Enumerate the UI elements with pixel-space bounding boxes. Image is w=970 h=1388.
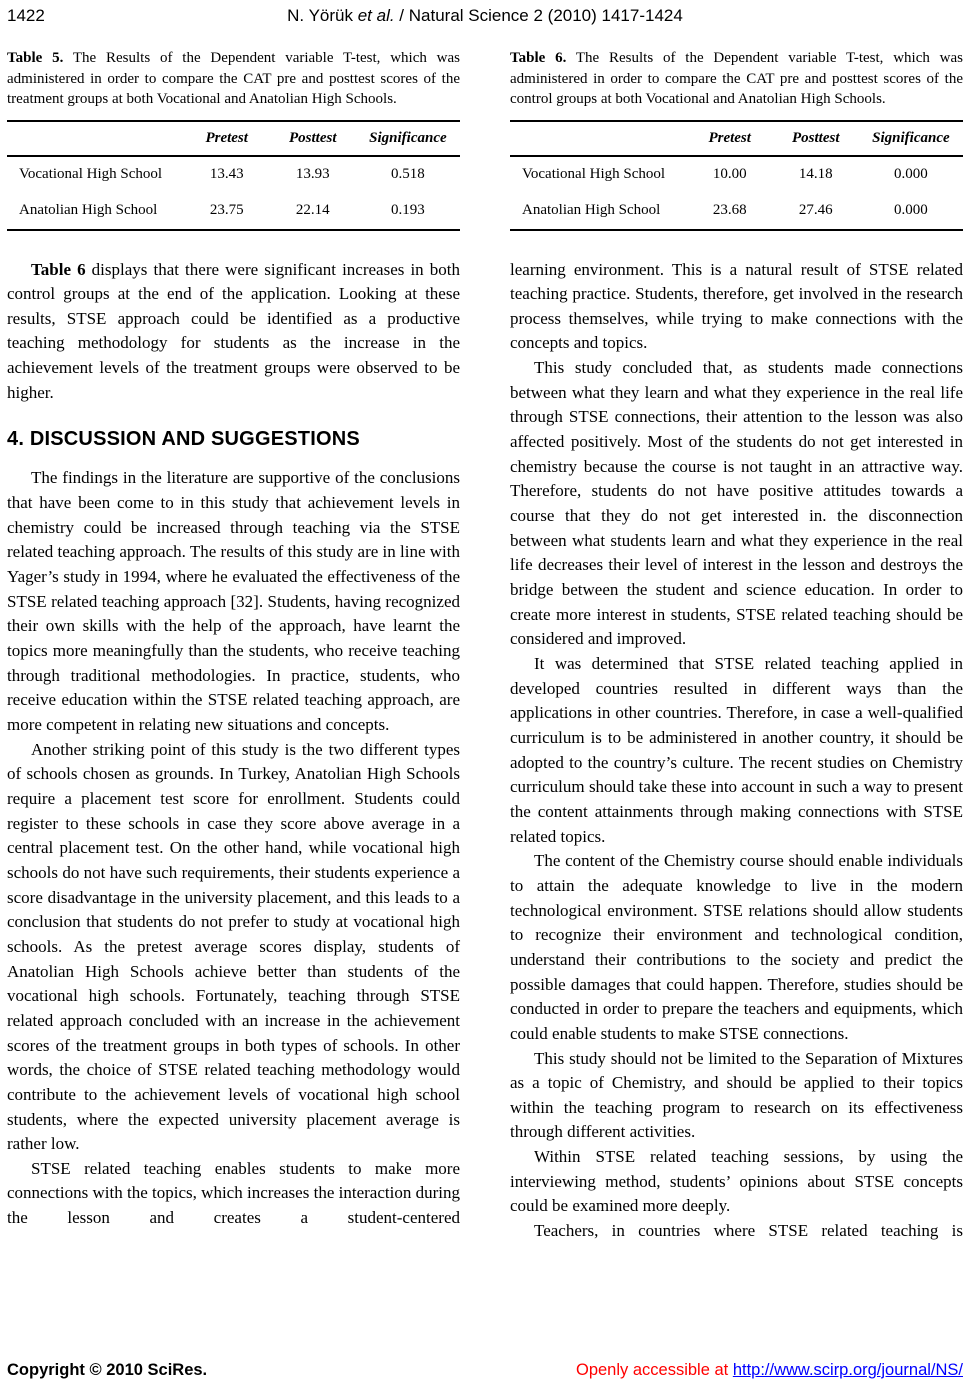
paragraph-determined: It was determined that STSE related teaching applied in developed countries resulted in different ways than the applications in other countries. Therefore, in case a well-qualified curriculum is to be administered in another country, it should be adopted to the country’s culture. The recent studies on Chemistry curriculum should take these into account in such a way to present the content attainments through making connections with STSE related topics. xyxy=(510,654,963,846)
cell-pretest: 23.68 xyxy=(712,202,747,218)
copyright-notice: Copyright © 2010 SciRes. xyxy=(7,1361,208,1379)
table-row xyxy=(510,193,963,230)
running-title: N. Yörük et al. / Natural Science 2 (2010) 1417-1424 xyxy=(287,6,683,25)
column-header-pretest: Pretest xyxy=(708,129,751,146)
cell-significance: 0.193 xyxy=(391,202,425,218)
column-header-posttest: Posttest xyxy=(289,129,337,146)
row-label: Vocational High School xyxy=(522,166,666,182)
cell-posttest: 14.18 xyxy=(798,166,833,182)
table-row xyxy=(7,193,460,230)
page-number: 1422 xyxy=(7,6,45,25)
table6-caption-text: The Results of the Dependent variable T-test, which was administered in order to compare the CAT pre and posttest scores of the control groups at both Vocational and Anatolian High Schools. xyxy=(510,50,963,107)
column-header-pretest: Pretest xyxy=(205,129,248,146)
paragraph-within-sessions: Within STSE related teaching sessions, by using the interviewing method, students’ opinions about STSE concepts could be examined more deeply. xyxy=(510,1147,963,1216)
running-header xyxy=(0,0,970,28)
paragraph-table6-summary: Table 6 displays that there were significant increases in both control groups at the end of the application. Looking at these results, STSE approach could be identified as a productive teaching methodology for students as the increase in the achievement levels of the treatment groups were observed to be higher. xyxy=(7,259,460,402)
cell-significance: 0.518 xyxy=(391,166,425,182)
column-header-significance: Significance xyxy=(369,129,447,146)
journal-link[interactable]: http://www.scirp.org/journal/NS/ xyxy=(732,1361,963,1379)
cell-significance: 0.000 xyxy=(894,166,928,182)
cell-posttest: 22.14 xyxy=(295,202,330,218)
table-row xyxy=(510,156,963,193)
section-heading: 4. DISCUSSION AND SUGGESTIONS xyxy=(7,428,360,451)
cell-posttest: 27.46 xyxy=(798,202,833,218)
cell-pretest: 10.00 xyxy=(712,166,747,182)
right-column xyxy=(510,48,963,1244)
paragraph-teachers: Teachers, in countries where STSE related teaching is xyxy=(534,1221,963,1241)
column-header-significance: Significance xyxy=(872,129,950,146)
left-column xyxy=(7,48,460,1244)
table5-header-row xyxy=(7,121,460,156)
cell-significance: 0.000 xyxy=(894,202,928,218)
row-label: Anatolian High School xyxy=(522,202,661,218)
table6-caption-label: Table 6. xyxy=(510,50,567,66)
page-footer xyxy=(0,1361,970,1380)
paragraph-findings: The findings in the literature are supportive of the conclusions that have been come to in this study that achievement levels in chemistry could be increased through teaching via the STSE related teaching approach. The results of this study are in line with Yager’s study in 1994, where he evaluated the effectiveness of the STSE related teaching approach [32]. Students, having recognized their own skills with the help of the approach, have learnt the topics more meaningfully than the students, who receive teaching through traditional methodologies. In practice, students, who receive education within the STSE related teaching approach, are more competent in relating new situations and concepts. xyxy=(7,468,460,734)
row-label: Anatolian High School xyxy=(19,202,158,218)
table6-caption xyxy=(510,48,963,110)
two-column-body xyxy=(0,48,970,1244)
empty-header-cell xyxy=(7,121,184,156)
paragraph-chemistry-content: The content of the Chemistry course should enable individuals to attain the adequate knowledge to live in the modern technological environment. STSE relations should allow students to recognize their environment and technological condition, understand their contributions to the society and predict the possible damages that could happen. Therefore, studies should be conducted in order to prepare the teachers and equipments, which could enable students to make STSE connections. xyxy=(510,851,963,1043)
column-header-posttest: Posttest xyxy=(792,129,840,146)
access-statement xyxy=(576,1361,963,1380)
paragraph-another-striking: Another striking point of this study is the two different types of schools chosen as grounds. In Turkey, Anatolian High Schools require a placement test score for enrollment. Students could register to these schools in case they score above average in a central placement test. On the other hand, while vocational high schools do not have such requirements, their students experience a score disadvantage in the university placement, and this leads to a conclusion that students do not prefer to study at vocational high schools. As the pretest average scores display, students of Anatolian High Schools achieve better than students of the vocational high schools. Fortunately, teaching through STSE related approach concluded with an increase in the achievement scores of the treatment groups in both types of schools. In other words, the choice of STSE related teaching methodology would contribute to the achievement levels of vocational high school students, where the expected university placement average is rather low. xyxy=(7,739,460,1154)
paragraph-not-limited: This study should not be limited to the Separation of Mixtures as a topic of Chemistry, and should be applied to their topics within the teaching program to research on its effectiveness through different activities. xyxy=(510,1048,963,1142)
cell-posttest: 13.93 xyxy=(295,166,330,182)
cell-pretest: 13.43 xyxy=(209,166,244,182)
table5-caption xyxy=(7,48,460,110)
paragraph-learning-environment: learning environment. This is a natural result of STSE related teaching practice. Students, therefore, get involved in the research process themselves, while trying to make connections with the concepts and topics. xyxy=(510,259,963,353)
empty-header-cell xyxy=(510,121,687,156)
row-label: Vocational High School xyxy=(19,166,163,182)
table5-caption-label: Table 5. xyxy=(7,50,64,66)
table-row xyxy=(7,156,460,193)
table-6 xyxy=(510,120,963,231)
paragraph-study-concluded: This study concluded that, as students made connections between what they learn and what they experience in the real life through STSE connections, their attention to the lesson was also affected positively. Most of the students do not get interested in chemistry because the course is not taught in an attractive way. Therefore, students do not have positive attitudes towards a course that they do not get interested in. the disconnection between what students learn and what they experience in the real life decreases their level of interest in the lesson and destroys the bridge between the student and science education. In order to create more interest in students, STSE related teaching should be considered and improved. xyxy=(510,358,963,649)
table5-caption-text: The Results of the Dependent variable T-test, which was administered in order to compare the CAT pre and posttest scores of the treatment groups at both Vocational and Anatolian High Schools. xyxy=(7,50,460,107)
table-5 xyxy=(7,120,460,231)
table6-header-row xyxy=(510,121,963,156)
cell-pretest: 23.75 xyxy=(209,202,244,218)
paragraph-stse-enables: STSE related teaching enables students to make more connections with the topics, which increases the interaction during the lesson and creates a student-centered xyxy=(7,1158,460,1228)
access-text: Openly accessible at xyxy=(575,1361,733,1379)
